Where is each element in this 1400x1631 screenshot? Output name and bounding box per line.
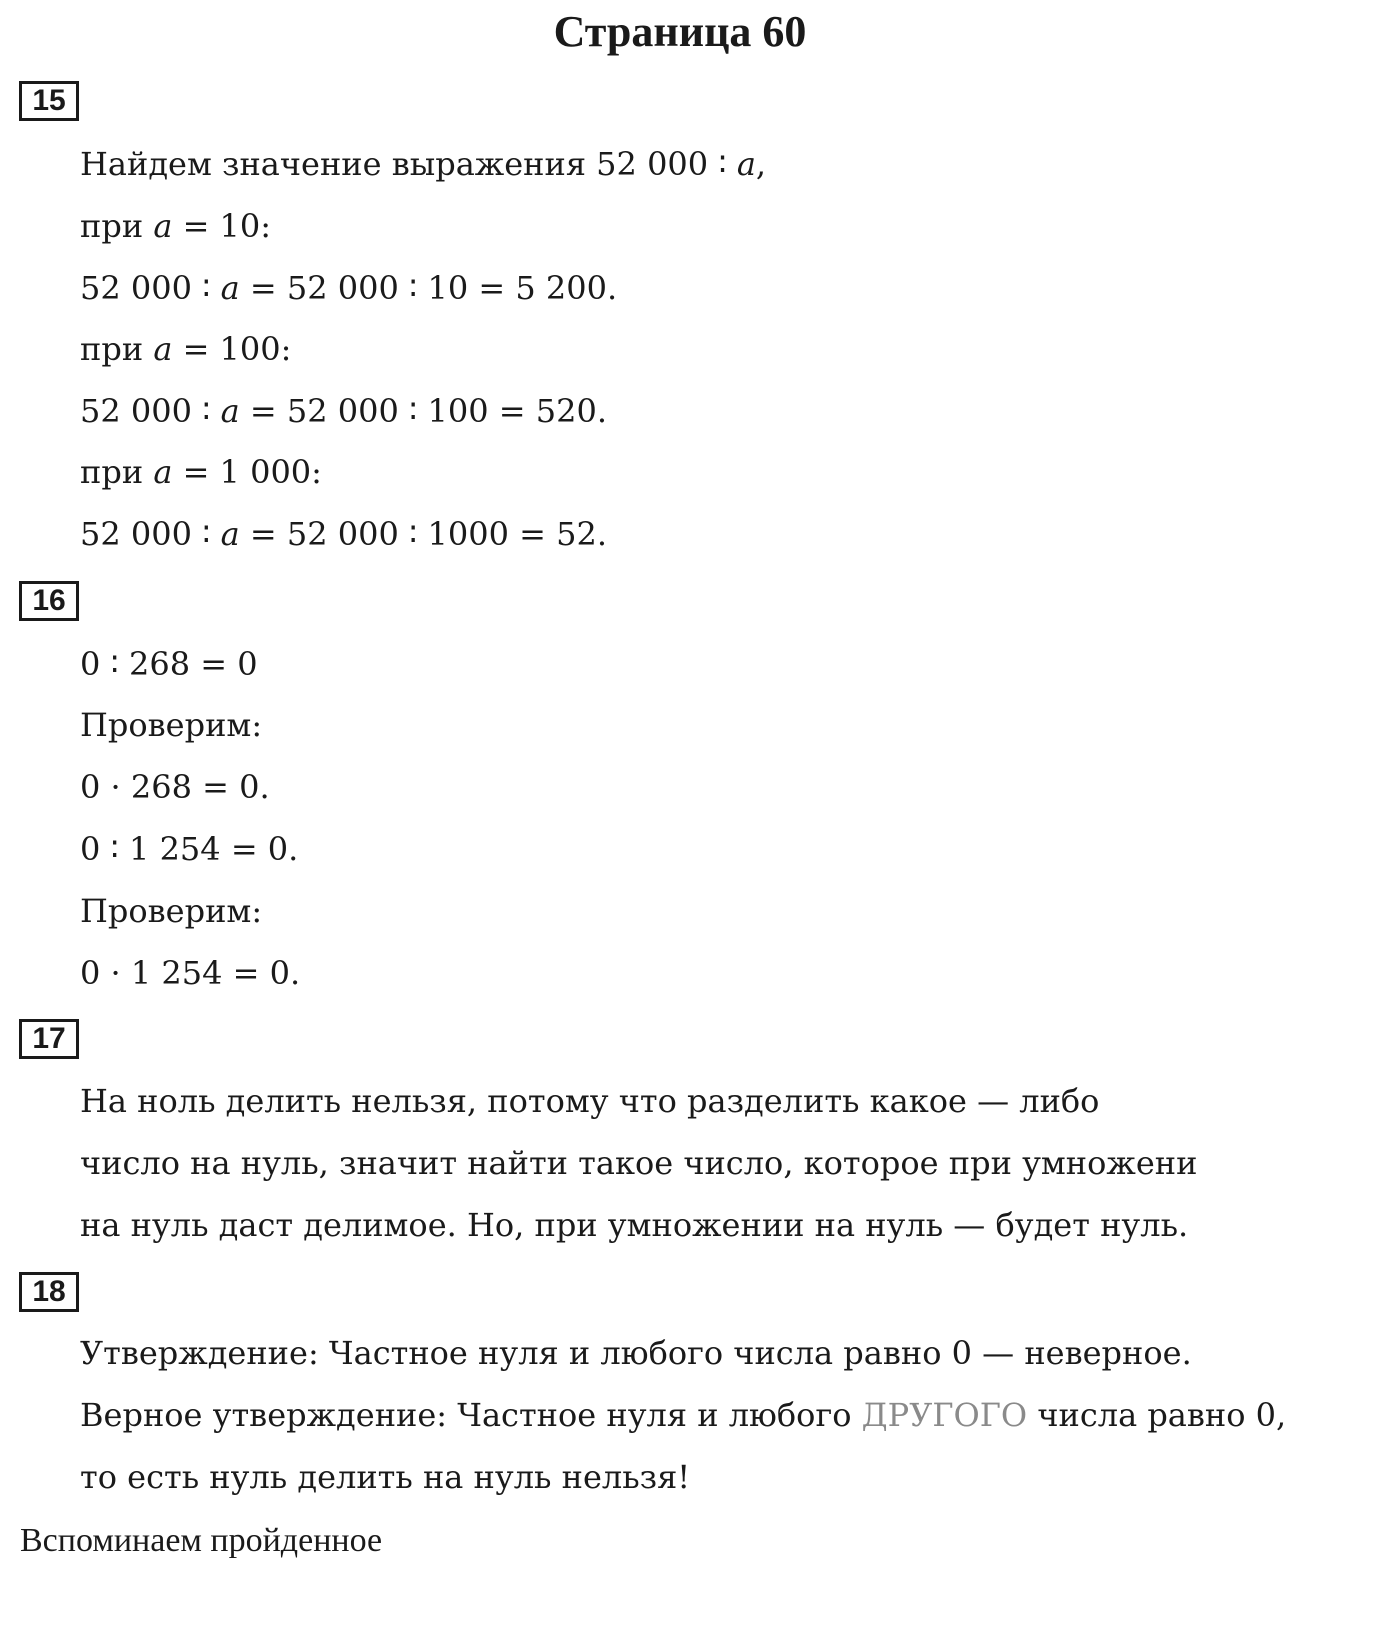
task-number-17: 17 bbox=[19, 1019, 79, 1059]
task-18-line-3: то есть нуль делить на нуль нельзя! bbox=[80, 1458, 691, 1496]
task-15-line-7: 52 000 ∶ 𝑎 = 52 000 ∶ 1000 = 52. bbox=[80, 515, 607, 553]
task-18-line-2-start: Верное утверждение: Частное нуля и любого bbox=[80, 1396, 862, 1434]
task-15-line-3: 52 000 ∶ 𝑎 = 52 000 ∶ 10 = 5 200. bbox=[80, 269, 618, 307]
task-17-line-3: на нуль даст делимое. Но, при умножении на нуль — будет нуль. bbox=[80, 1206, 1189, 1244]
task-15-line-4: при 𝑎 = 100: bbox=[80, 330, 292, 368]
task-15-line-6: при 𝑎 = 1 000: bbox=[80, 453, 322, 491]
task-16-line-4: 0 ∶ 1 254 = 0. bbox=[80, 830, 299, 868]
task-number-15: 15 bbox=[19, 81, 79, 121]
task-number-16: 16 bbox=[19, 581, 79, 621]
task-18-line-2-end: числа равно 0, bbox=[1027, 1396, 1287, 1434]
task-16-line-2: Проверим: bbox=[80, 706, 263, 744]
section-footer: Вспоминаем пройденное bbox=[20, 1522, 383, 1559]
highlighted-word: ДРУГОГО bbox=[861, 1396, 1028, 1434]
page-title: Страница 60 bbox=[553, 7, 807, 56]
task-18-line-1: Утверждение: Частное нуля и любого числа равно 0 — неверное. bbox=[80, 1334, 1192, 1372]
task-17-line-1: На ноль делить нельзя, потому что разделить какое — либо bbox=[80, 1082, 1100, 1120]
task-15-line-1: Найдем значение выражения 52 000 ∶ 𝑎, bbox=[80, 145, 767, 183]
task-16-line-1: 0 ∶ 268 = 0 bbox=[80, 645, 258, 683]
task-number-18: 18 bbox=[19, 1272, 79, 1312]
task-16-line-5: Проверим: bbox=[80, 892, 263, 930]
task-18-line-2 bbox=[80, 1395, 1286, 1435]
task-16-line-6: 0 · 1 254 = 0. bbox=[80, 954, 301, 992]
task-17-line-2: число на нуль, значит найти такое число, которое при умножени bbox=[80, 1144, 1198, 1182]
task-15-line-5: 52 000 ∶ 𝑎 = 52 000 ∶ 100 = 520. bbox=[80, 392, 607, 430]
task-16-line-3: 0 · 268 = 0. bbox=[80, 768, 270, 806]
task-15-line-2: при 𝑎 = 10: bbox=[80, 207, 272, 245]
